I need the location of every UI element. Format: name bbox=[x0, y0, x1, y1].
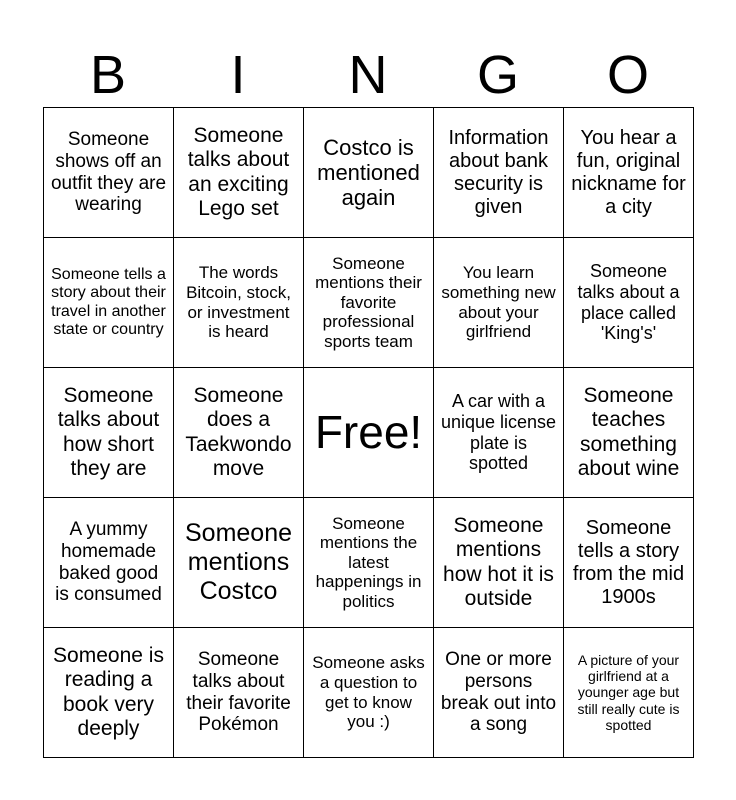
bingo-cell[interactable]: A yummy homemade baked good is consumed bbox=[44, 498, 174, 628]
bingo-cell[interactable]: A car with a unique license plate is spotted bbox=[434, 368, 564, 498]
bingo-cell[interactable]: Costco is mentioned again bbox=[304, 108, 434, 238]
bingo-cell[interactable]: Someone does a Taekwondo move bbox=[174, 368, 304, 498]
bingo-cell[interactable]: Information about bank security is given bbox=[434, 108, 564, 238]
free-space[interactable]: Free! bbox=[304, 368, 434, 498]
bingo-cell[interactable]: Someone tells a story from the mid 1900s bbox=[564, 498, 694, 628]
bingo-cell[interactable]: One or more persons break out into a song bbox=[434, 628, 564, 758]
bingo-header bbox=[43, 42, 693, 108]
header-letter-n: N bbox=[348, 45, 388, 105]
bingo-cell[interactable]: Someone talks about their favorite Pokémon bbox=[174, 628, 304, 758]
bingo-cell[interactable]: Someone is reading a book very deeply bbox=[44, 628, 174, 758]
bingo-cell[interactable]: Someone mentions how hot it is outside bbox=[434, 498, 564, 628]
bingo-cell[interactable]: Someone talks about how short they are bbox=[44, 368, 174, 498]
header-letter-b: B bbox=[89, 45, 127, 105]
bingo-cell[interactable]: Someone mentions the latest happenings in politics bbox=[304, 498, 434, 628]
bingo-cell[interactable]: Someone teaches something about wine bbox=[564, 368, 694, 498]
bingo-cell[interactable]: A picture of your girlfriend at a younger age but still really cute is spotted bbox=[564, 628, 694, 758]
header-letter-o: O bbox=[606, 45, 649, 105]
bingo-cell[interactable]: Someone talks about a place called 'King's' bbox=[564, 238, 694, 368]
bingo-cell[interactable]: The words Bitcoin, stock, or investment is heard bbox=[174, 238, 304, 368]
bingo-cell[interactable]: You hear a fun, original nickname for a city bbox=[564, 108, 694, 238]
bingo-cell[interactable]: You learn something new about your girlfriend bbox=[434, 238, 564, 368]
bingo-cell[interactable]: Someone shows off an outfit they are wearing bbox=[44, 108, 174, 238]
bingo-board bbox=[43, 107, 694, 758]
header-letter-g: G bbox=[476, 45, 519, 105]
bingo-cell[interactable]: Someone tells a story about their travel in another state or country bbox=[44, 238, 174, 368]
bingo-cell[interactable]: Someone mentions their favorite professional sports team bbox=[304, 238, 434, 368]
bingo-cell[interactable]: Someone mentions Costco bbox=[174, 498, 304, 628]
header-letter-i: I bbox=[230, 45, 246, 105]
bingo-cell[interactable]: Someone asks a question to get to know you :) bbox=[304, 628, 434, 758]
bingo-cell[interactable]: Someone talks about an exciting Lego set bbox=[174, 108, 304, 238]
